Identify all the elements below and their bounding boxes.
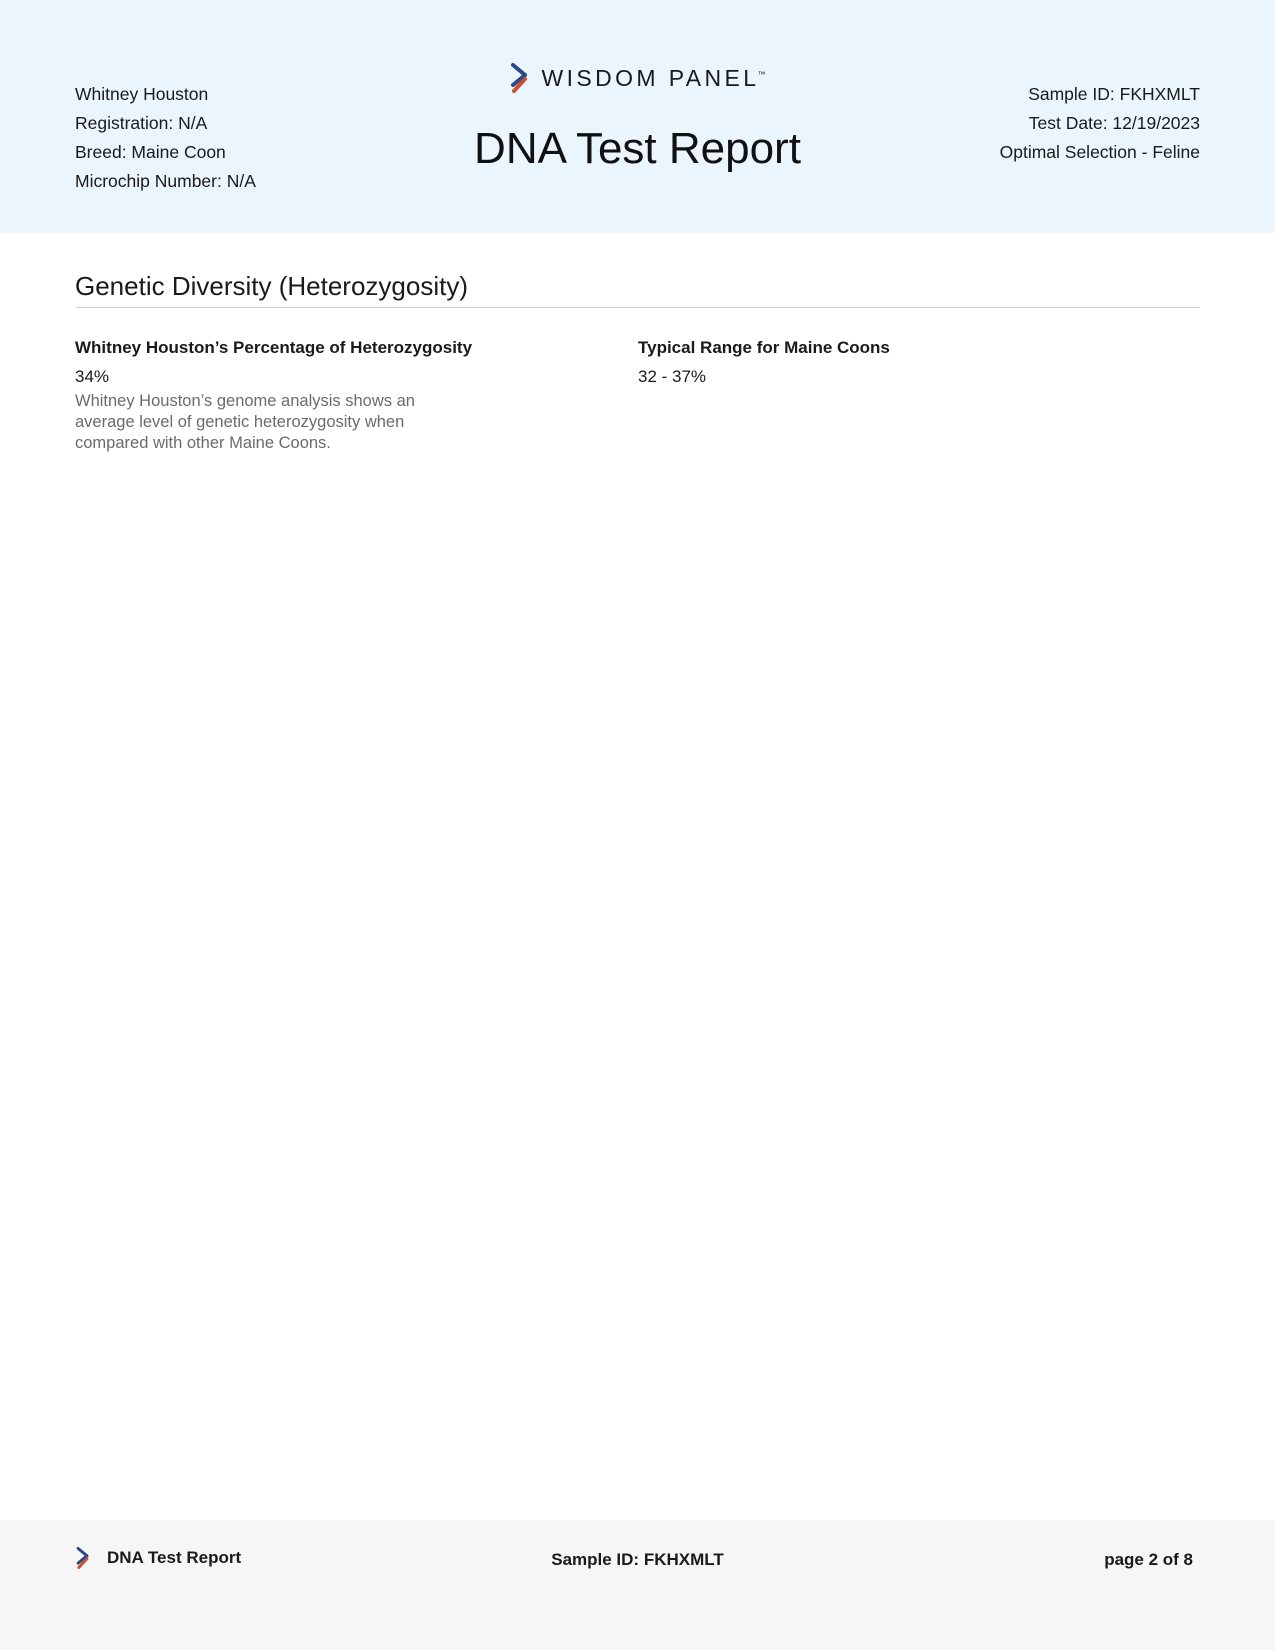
report-title: DNA Test Report [474, 124, 801, 173]
heterozygosity-heading: Whitney Houston’s Percentage of Heterozygosity [75, 338, 473, 357]
pet-microchip: Microchip Number: N/A [75, 171, 256, 191]
pet-breed: Breed: Maine Coon [75, 142, 226, 162]
typical-range-heading: Typical Range for Maine Coons [638, 338, 890, 357]
footer-title: DNA Test Report [107, 1548, 242, 1567]
wisdom-panel-helix-icon [509, 63, 529, 93]
heterozygosity-description: Whitney Houston’s genome analysis shows an average level of genetic heterozygosity when compared with other Maine Coons. [75, 392, 415, 452]
page-number: page 2 of 8 [1104, 1550, 1193, 1569]
report-header [0, 0, 1275, 233]
genetic-diversity-section [75, 271, 1200, 452]
sample-id: Sample ID: FKHXMLT [1028, 84, 1200, 104]
pet-registration: Registration: N/A [75, 113, 208, 133]
brand-name: WISDOM PANEL™ [541, 64, 766, 91]
typical-range-value: 32 - 37% [638, 367, 707, 386]
pet-name: Whitney Houston [75, 84, 209, 104]
heterozygosity-result [75, 333, 595, 454]
heterozygosity-value: 34% [75, 367, 110, 386]
report-footer [0, 1520, 1275, 1650]
test-product: Optimal Selection - Feline [999, 142, 1200, 162]
footer-sample-id: Sample ID: FKHXMLT [551, 1550, 724, 1569]
sample-info [1000, 80, 1200, 167]
brand-logo [509, 62, 765, 94]
test-date: Test Date: 12/19/2023 [1028, 113, 1200, 133]
typical-range [638, 333, 1158, 391]
section-title: Genetic Diversity (Heterozygosity) [75, 271, 1200, 308]
